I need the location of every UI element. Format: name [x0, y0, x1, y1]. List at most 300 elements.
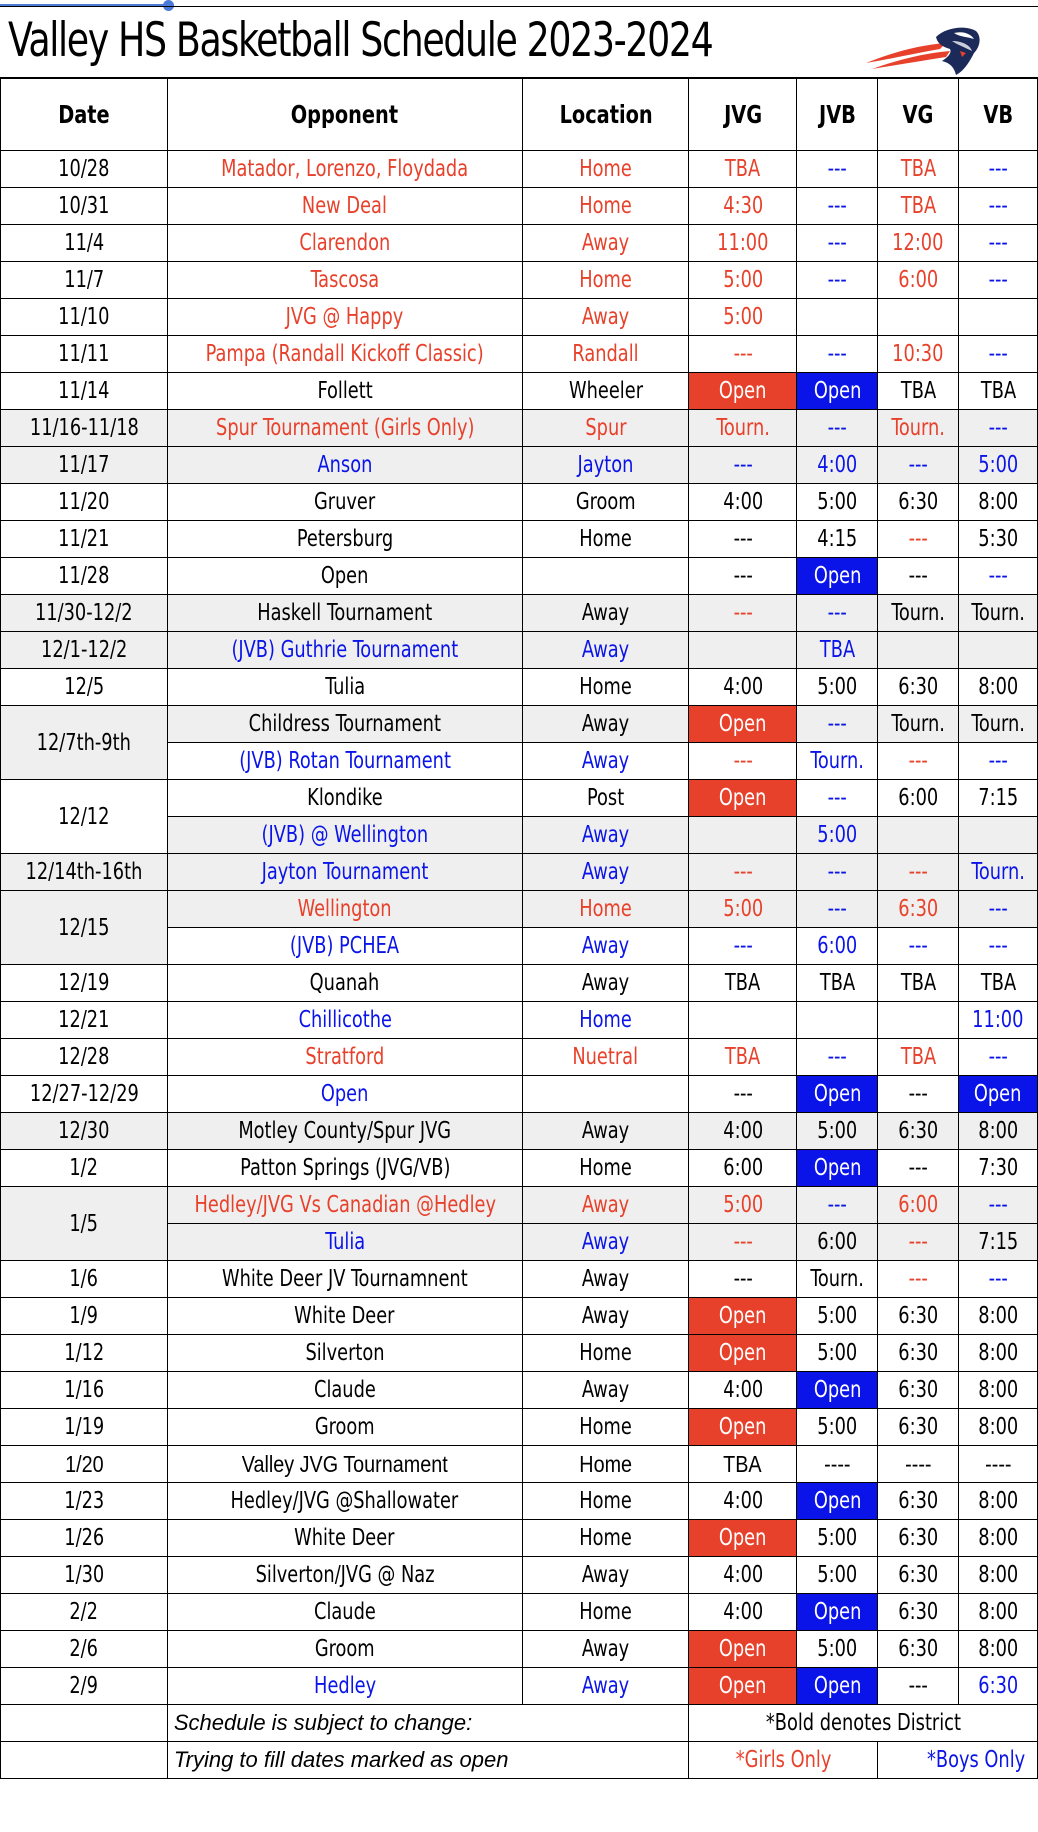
cell-date: 1/2: [1, 1150, 168, 1187]
table-row: [1, 1594, 1038, 1631]
cell-opponent: Claude: [167, 1594, 522, 1631]
cell-location: Away: [522, 1224, 689, 1261]
cell-jvb: Open: [797, 1372, 878, 1409]
cell-vg: Tourn.: [878, 706, 959, 743]
cell-vb: Open: [959, 1076, 1038, 1113]
cell-jvb: 5:00: [797, 1298, 878, 1335]
table-row: [1, 373, 1038, 410]
cell-location: Nuetral: [522, 1039, 689, 1076]
cell-date: 12/21: [1, 1002, 168, 1039]
cell-jvg: ---: [689, 743, 797, 780]
cell-jvb: Tourn.: [797, 1261, 878, 1298]
cell-vg: ---: [878, 558, 959, 595]
cell-jvb: 5:00: [797, 1631, 878, 1668]
cell-location: Home: [522, 151, 689, 188]
cell-vg: ---: [878, 1076, 959, 1113]
cell-jvg: ---: [689, 336, 797, 373]
cell-location: Home: [522, 669, 689, 706]
cell-jvb: 4:15: [797, 521, 878, 558]
cell-vb: ---: [959, 410, 1038, 447]
footer-boys-note: *Boys Only: [878, 1742, 1038, 1779]
cell-location: Away: [522, 299, 689, 336]
cell-jvb: ---: [797, 891, 878, 928]
cell-vb: 5:00: [959, 447, 1038, 484]
cell-date: 1/9: [1, 1298, 168, 1335]
cell-vb: ----: [959, 1446, 1038, 1483]
cell-vg: 6:30: [878, 484, 959, 521]
table-row: [1, 188, 1038, 225]
cell-vb: 5:30: [959, 521, 1038, 558]
cell-vb: TBA: [959, 965, 1038, 1002]
footer-girls-note: *Girls Only: [689, 1742, 878, 1779]
cell-location: Away: [522, 1261, 689, 1298]
cell-opponent: Pampa (Randall Kickoff Classic): [167, 336, 522, 373]
table-row: [1, 299, 1038, 336]
cell-location: Randall: [522, 336, 689, 373]
cell-vb: ---: [959, 891, 1038, 928]
cell-date: 2/6: [1, 1631, 168, 1668]
cell-jvg: 4:00: [689, 1483, 797, 1520]
cell-opponent: Follett: [167, 373, 522, 410]
cell-jvg: Open: [689, 1631, 797, 1668]
cell-jvb: ---: [797, 410, 878, 447]
cell-jvg: Open: [689, 1520, 797, 1557]
cell-location: Home: [522, 1446, 689, 1483]
cell-vb: ---: [959, 188, 1038, 225]
table-row: [1, 1446, 1038, 1483]
cell-jvb: 5:00: [797, 1335, 878, 1372]
header-vg: VG: [878, 78, 959, 151]
cell-jvg: 11:00: [689, 225, 797, 262]
cell-jvg: 5:00: [689, 262, 797, 299]
footer-row-2: [1, 1742, 1038, 1779]
cell-location: Away: [522, 743, 689, 780]
cell-location: Away: [522, 965, 689, 1002]
cell-date: 1/16: [1, 1372, 168, 1409]
cell-jvg: [689, 817, 797, 854]
cell-date: 11/20: [1, 484, 168, 521]
cell-date: 11/11: [1, 336, 168, 373]
cell-vg: 6:30: [878, 1520, 959, 1557]
cell-jvg: ---: [689, 447, 797, 484]
cell-jvb: 5:00: [797, 484, 878, 521]
cell-vb: TBA: [959, 373, 1038, 410]
cell-location: Away: [522, 1372, 689, 1409]
cell-jvb: Open: [797, 558, 878, 595]
cell-jvb: Open: [797, 1594, 878, 1631]
header-row: [1, 78, 1038, 151]
cell-location: Away: [522, 854, 689, 891]
cell-jvb: 5:00: [797, 669, 878, 706]
cell-vb: ---: [959, 1261, 1038, 1298]
cell-vb: 8:00: [959, 1483, 1038, 1520]
table-row: [1, 1113, 1038, 1150]
cell-vb: 8:00: [959, 1631, 1038, 1668]
cell-date: 11/14: [1, 373, 168, 410]
cell-vg: 6:00: [878, 780, 959, 817]
cell-jvb: 5:00: [797, 1409, 878, 1446]
cell-jvb: Open: [797, 1076, 878, 1113]
cell-date: 12/30: [1, 1113, 168, 1150]
schedule-table: [0, 77, 1038, 1779]
footer-note-change: Schedule is subject to change:: [167, 1705, 689, 1742]
cell-date: 2/2: [1, 1594, 168, 1631]
cell-location: Away: [522, 1631, 689, 1668]
cell-opponent: White Deer JV Tournamnent: [167, 1261, 522, 1298]
table-row: [1, 1150, 1038, 1187]
cell-vg: 6:30: [878, 1557, 959, 1594]
cell-jvb: ---: [797, 336, 878, 373]
cell-date: 12/7th-9th: [1, 706, 168, 780]
cell-jvb: 6:00: [797, 1224, 878, 1261]
cell-opponent: Motley County/Spur JVG: [167, 1113, 522, 1150]
cell-vg: 6:30: [878, 1372, 959, 1409]
cell-opponent: JVG @ Happy: [167, 299, 522, 336]
cell-jvb: ---: [797, 1039, 878, 1076]
cell-location: Post: [522, 780, 689, 817]
cell-opponent: Haskell Tournament: [167, 595, 522, 632]
cell-location: Away: [522, 706, 689, 743]
cell-vb: [959, 632, 1038, 669]
cell-opponent: New Deal: [167, 188, 522, 225]
cell-vb: 8:00: [959, 1409, 1038, 1446]
cell-location: Groom: [522, 484, 689, 521]
cell-opponent: Silverton/JVG @ Naz: [167, 1557, 522, 1594]
cell-jvg: [689, 632, 797, 669]
cell-date: 11/21: [1, 521, 168, 558]
cell-vg: 6:30: [878, 669, 959, 706]
patriot-head-logo: [866, 23, 984, 79]
cell-vg: ---: [878, 743, 959, 780]
cell-vg: ----: [878, 1446, 959, 1483]
cell-location: Home: [522, 262, 689, 299]
cell-location: Away: [522, 595, 689, 632]
cell-vb: ---: [959, 1039, 1038, 1076]
cell-jvg: 6:00: [689, 1150, 797, 1187]
cell-jvb: 5:00: [797, 817, 878, 854]
cell-date: 11/4: [1, 225, 168, 262]
cell-opponent: (JVB) Guthrie Tournament: [167, 632, 522, 669]
table-row: [1, 595, 1038, 632]
cell-opponent: Matador, Lorenzo, Floydada: [167, 151, 522, 188]
table-row: [1, 484, 1038, 521]
table-row: [1, 410, 1038, 447]
footer-note-open: Trying to fill dates marked as open: [167, 1742, 689, 1779]
cell-date: 1/12: [1, 1335, 168, 1372]
cell-vg: 6:30: [878, 1594, 959, 1631]
cell-jvg: TBA: [689, 965, 797, 1002]
cell-opponent: (JVB) @ Wellington: [167, 817, 522, 854]
cell-location: Away: [522, 817, 689, 854]
cell-jvb: ---: [797, 706, 878, 743]
cell-location: Home: [522, 1483, 689, 1520]
table-row: [1, 965, 1038, 1002]
cell-jvg: ---: [689, 1076, 797, 1113]
table-row: [1, 262, 1038, 299]
cell-vg: 6:30: [878, 1483, 959, 1520]
cell-date: 1/6: [1, 1261, 168, 1298]
table-row: [1, 558, 1038, 595]
cell-date: 10/31: [1, 188, 168, 225]
cell-location: Away: [522, 928, 689, 965]
cell-vb: 11:00: [959, 1002, 1038, 1039]
table-row: [1, 151, 1038, 188]
cell-opponent: Hedley: [167, 1668, 522, 1705]
title-row: [0, 6, 1038, 79]
table-row: [1, 1298, 1038, 1335]
cell-date: 12/14th-16th: [1, 854, 168, 891]
cell-date: 1/26: [1, 1520, 168, 1557]
cell-vg: ---: [878, 1150, 959, 1187]
cell-vb: ---: [959, 558, 1038, 595]
cell-location: Home: [522, 1409, 689, 1446]
cell-location: Away: [522, 1298, 689, 1335]
cell-jvg: TBA: [689, 1039, 797, 1076]
cell-opponent: Silverton: [167, 1335, 522, 1372]
cell-opponent: Tulia: [167, 1224, 522, 1261]
cell-location: Home: [522, 891, 689, 928]
cell-jvg: Open: [689, 1298, 797, 1335]
cell-opponent: Claude: [167, 1372, 522, 1409]
cell-location: Jayton: [522, 447, 689, 484]
cell-jvg: ---: [689, 1261, 797, 1298]
cell-vg: ---: [878, 1668, 959, 1705]
cell-opponent: Jayton Tournament: [167, 854, 522, 891]
cell-opponent: Gruver: [167, 484, 522, 521]
cell-date: 11/28: [1, 558, 168, 595]
table-row: [1, 669, 1038, 706]
cell-jvg: 4:00: [689, 1113, 797, 1150]
cell-vb: ---: [959, 743, 1038, 780]
cell-jvb: TBA: [797, 632, 878, 669]
cell-jvb: Open: [797, 1150, 878, 1187]
cell-opponent: Valley JVG Tournament: [167, 1446, 522, 1483]
cell-jvg: Open: [689, 1335, 797, 1372]
cell-date: 12/27-12/29: [1, 1076, 168, 1113]
table-row: [1, 891, 1038, 928]
cell-vb: 8:00: [959, 1113, 1038, 1150]
table-row: [1, 1372, 1038, 1409]
cell-vg: 6:30: [878, 891, 959, 928]
table-row: [1, 1335, 1038, 1372]
cell-jvg: 5:00: [689, 891, 797, 928]
cell-jvg: Open: [689, 780, 797, 817]
cell-vb: 8:00: [959, 1520, 1038, 1557]
cell-vg: 6:00: [878, 1187, 959, 1224]
cell-vg: 6:30: [878, 1335, 959, 1372]
header-vb: VB: [959, 78, 1038, 151]
cell-vg: 6:30: [878, 1113, 959, 1150]
cell-date: 1/5: [1, 1187, 168, 1261]
cell-jvg: Open: [689, 706, 797, 743]
table-row: [1, 1187, 1038, 1224]
cell-jvb: ---: [797, 1187, 878, 1224]
cell-opponent: Tulia: [167, 669, 522, 706]
cell-date: 1/30: [1, 1557, 168, 1594]
cell-opponent: Groom: [167, 1409, 522, 1446]
cell-opponent: White Deer: [167, 1298, 522, 1335]
cell-opponent: Patton Springs (JVG/VB): [167, 1150, 522, 1187]
cell-jvg: Open: [689, 1409, 797, 1446]
cell-opponent: Tascosa: [167, 262, 522, 299]
cell-vg: Tourn.: [878, 595, 959, 632]
cell-opponent: Open: [167, 1076, 522, 1113]
cell-vg: [878, 1002, 959, 1039]
cell-jvg: Open: [689, 1668, 797, 1705]
cell-jvb: ---: [797, 151, 878, 188]
cell-date: 11/30-12/2: [1, 595, 168, 632]
cell-jvb: 5:00: [797, 1557, 878, 1594]
cell-jvb: 5:00: [797, 1520, 878, 1557]
cell-jvb: Open: [797, 373, 878, 410]
table-row: [1, 1409, 1038, 1446]
cell-date: 12/19: [1, 965, 168, 1002]
cell-date: 1/20: [1, 1446, 168, 1483]
cell-jvg: 4:00: [689, 1594, 797, 1631]
cell-vg: 6:30: [878, 1409, 959, 1446]
cell-opponent: White Deer: [167, 1520, 522, 1557]
table-row: [1, 780, 1038, 817]
cell-date: 11/7: [1, 262, 168, 299]
cell-vg: 6:30: [878, 1298, 959, 1335]
table-row: [1, 1002, 1038, 1039]
cell-location: Home: [522, 1594, 689, 1631]
cell-vb: ---: [959, 151, 1038, 188]
cell-opponent: Anson: [167, 447, 522, 484]
footer-bold-note: *Bold denotes District: [689, 1705, 1038, 1742]
cell-vg: [878, 299, 959, 336]
cell-opponent: Hedley/JVG @Shallowater: [167, 1483, 522, 1520]
cell-jvg: TBA: [689, 151, 797, 188]
cell-opponent: Spur Tournament (Girls Only): [167, 410, 522, 447]
header-date: Date: [1, 78, 168, 151]
cell-vb: ---: [959, 1187, 1038, 1224]
cell-jvb: Tourn.: [797, 743, 878, 780]
cell-vg: [878, 632, 959, 669]
cell-location: Home: [522, 188, 689, 225]
cell-date: 1/19: [1, 1409, 168, 1446]
cell-vg: ---: [878, 447, 959, 484]
cell-vg: ---: [878, 854, 959, 891]
footer-empty-cell: [1, 1742, 168, 1779]
table-row: [1, 225, 1038, 262]
cell-jvb: ---: [797, 188, 878, 225]
header-opponent: Opponent: [167, 78, 522, 151]
cell-location: Home: [522, 1520, 689, 1557]
table-row: [1, 854, 1038, 891]
table-row: [1, 521, 1038, 558]
cell-date: 12/28: [1, 1039, 168, 1076]
cell-opponent: Chillicothe: [167, 1002, 522, 1039]
cell-jvg: 5:00: [689, 1187, 797, 1224]
cell-date: 12/1-12/2: [1, 632, 168, 669]
cell-vg: 12:00: [878, 225, 959, 262]
cell-location: Home: [522, 1002, 689, 1039]
cell-date: 10/28: [1, 151, 168, 188]
cell-jvg: 4:00: [689, 669, 797, 706]
cell-date: 12/5: [1, 669, 168, 706]
cell-vg: ---: [878, 521, 959, 558]
cell-vg: ---: [878, 928, 959, 965]
cell-jvg: Tourn.: [689, 410, 797, 447]
cell-jvg: ---: [689, 928, 797, 965]
header-jvg: JVG: [689, 78, 797, 151]
cell-opponent: Wellington: [167, 891, 522, 928]
cell-vb: 8:00: [959, 484, 1038, 521]
cell-location: [522, 1076, 689, 1113]
cell-location: Away: [522, 632, 689, 669]
cell-jvb: Open: [797, 1668, 878, 1705]
cell-jvg: TBA: [689, 1446, 797, 1483]
cell-jvb: ---: [797, 780, 878, 817]
cell-vb: Tourn.: [959, 854, 1038, 891]
cell-jvb: TBA: [797, 965, 878, 1002]
cell-jvb: ---: [797, 262, 878, 299]
cell-vg: TBA: [878, 1039, 959, 1076]
cell-vg: 10:30: [878, 336, 959, 373]
cell-opponent: Quanah: [167, 965, 522, 1002]
cell-opponent: Groom: [167, 1631, 522, 1668]
cell-date: 11/16-11/18: [1, 410, 168, 447]
cell-vb: ---: [959, 928, 1038, 965]
cell-opponent: Stratford: [167, 1039, 522, 1076]
cell-location: Away: [522, 1187, 689, 1224]
cell-location: Away: [522, 225, 689, 262]
table-row: [1, 1483, 1038, 1520]
cell-location: Spur: [522, 410, 689, 447]
cell-opponent: Childress Tournament: [167, 706, 522, 743]
cell-location: Home: [522, 521, 689, 558]
cell-vb: 8:00: [959, 1557, 1038, 1594]
cell-jvg: 4:00: [689, 484, 797, 521]
cell-vg: ---: [878, 1261, 959, 1298]
cell-date: 11/10: [1, 299, 168, 336]
cell-jvb: ---: [797, 854, 878, 891]
cell-vb: 8:00: [959, 669, 1038, 706]
cell-vb: 7:30: [959, 1150, 1038, 1187]
table-row: [1, 706, 1038, 743]
table-row: [1, 1039, 1038, 1076]
cell-date: 1/23: [1, 1483, 168, 1520]
cell-date: 12/15: [1, 891, 168, 965]
cell-vg: ---: [878, 1224, 959, 1261]
cell-vb: Tourn.: [959, 595, 1038, 632]
cell-jvg: 4:00: [689, 1557, 797, 1594]
cell-jvg: Open: [689, 373, 797, 410]
cell-location: Away: [522, 1557, 689, 1594]
cell-jvb: 6:00: [797, 928, 878, 965]
cell-location: Home: [522, 1335, 689, 1372]
cell-vg: Tourn.: [878, 410, 959, 447]
table-row: [1, 1557, 1038, 1594]
cell-location: Away: [522, 1113, 689, 1150]
cell-vb: ---: [959, 336, 1038, 373]
cell-vb: ---: [959, 225, 1038, 262]
cell-vg: 6:00: [878, 262, 959, 299]
cell-vg: TBA: [878, 151, 959, 188]
cell-date: 12/12: [1, 780, 168, 854]
cell-vg: 6:30: [878, 1631, 959, 1668]
cell-opponent: Petersburg: [167, 521, 522, 558]
cell-jvb: Open: [797, 1483, 878, 1520]
table-row: [1, 1668, 1038, 1705]
cell-jvb: ---: [797, 225, 878, 262]
cell-vb: Tourn.: [959, 706, 1038, 743]
table-row: [1, 1631, 1038, 1668]
cell-opponent: Hedley/JVG Vs Canadian @Hedley: [167, 1187, 522, 1224]
table-row: [1, 447, 1038, 484]
cell-jvg: [689, 1002, 797, 1039]
